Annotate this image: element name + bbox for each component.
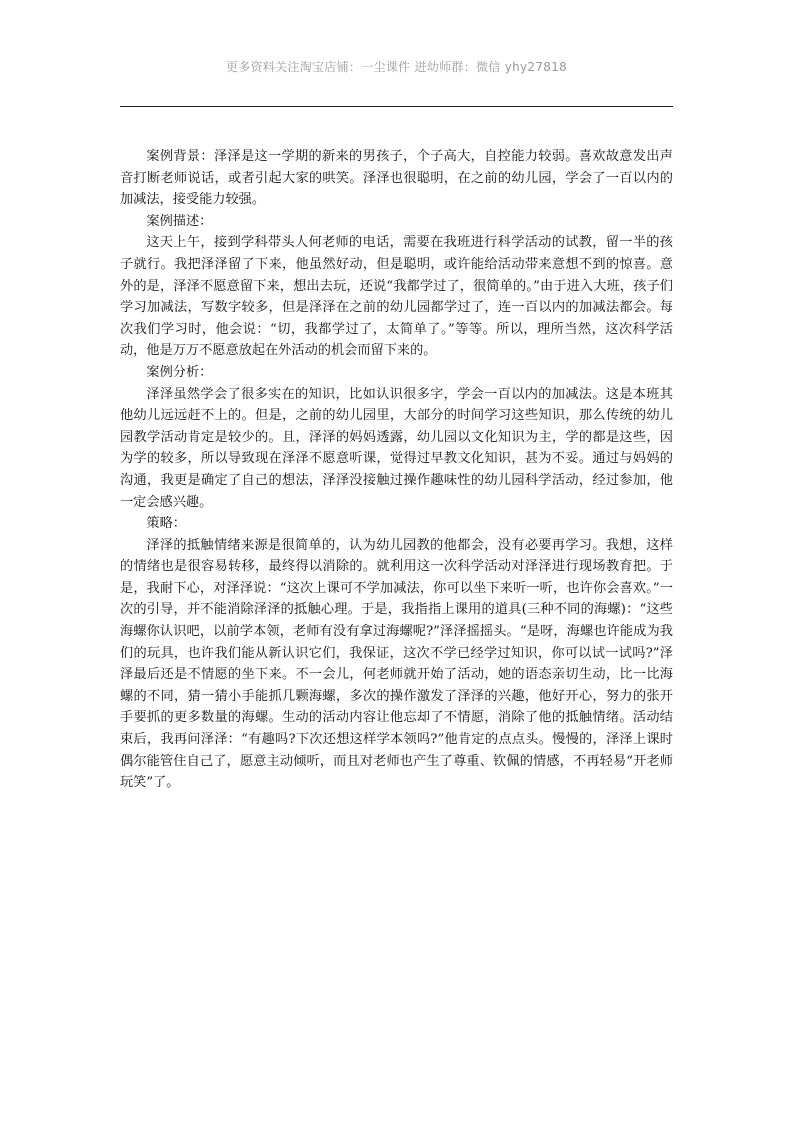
paragraph-background: 案例背景：泽泽是这一学期的新来的男孩子，个子高大，自控能力较弱。喜欢故意发出声音打断老师说话，或者引起大家的哄笑。泽泽也很聪明，在之前的幼儿园，学会了一百以内的加减法，接受能力较强。	[120, 149, 673, 208]
paragraph-description: 这天上午，接到学科带头人何老师的电话，需要在我班进行科学活动的试教，留一半的孩子就行。我把泽泽留了下来，他虽然好动，但是聪明，或许能给活动带来意想不到的惊喜。意外的是，泽泽不愿意留下来，想出去玩，还说“我都学过了，很简单的。”由于进入大班，孩子们学习加减法，写数字较多，但是泽泽在之前的幼儿园都学过了，连一百以内的加减法都会。每次我们学习时，他会说：“切，我都学过了，太简单了。”等等。所以，理所当然，这次科学活动，他是万万不愿意放起在外活动的机会而留下来的。	[120, 235, 673, 359]
document-body	[120, 146, 673, 794]
heading-description: 案例描述：	[146, 213, 213, 229]
page-header: 更多资料关注淘宝店铺：一尘课件 进幼师群：微信 yhy27818	[225, 60, 568, 74]
paragraph-strategy: 泽泽的抵触情绪来源是很简单的，认为幼儿园教的他都会，没有必要再学习。我想，这样的情绪也是很容易转移，最终得以消除的。就利用这一次科学活动对泽泽进行现场教育把。于是，我耐下心，对泽泽说：“这次上课可不学加减法，你可以坐下来听一听，也许你会喜欢。”一次的引导，并不能消除泽泽的抵触心理。于是，我指指上课用的道具(三种不同的海螺)：“这些海螺你认识吧，以前学本领，老师有没有拿过海螺呢?”泽泽摇摇头。“是呀，海螺也许能成为我们的玩具，也许我们能从新认识它们，我保证，这次不学已经学过知识，你可以试一试吗?”泽泽最后还是不情愿的坐下来。不一会儿，何老师就开始了活动，她的语态亲切生动，比一比海螺的不同，猜一猜小手能抓几颗海螺，多次的操作激发了泽泽的兴趣，他好开心，努力的张开手要抓的更多数量的海螺。生动的活动内容让他忘却了不情愿，消除了他的抵触情绪。活动结束后，我再问泽泽：“有趣吗?下次还想这样学本领吗?”他肯定的点点头。慢慢的，泽泽上课时偶尔能管住自己了，愿意主动倾听，而且对老师也产生了尊重、钦佩的情感，不再轻易“开老师玩笑”了。	[120, 537, 673, 791]
header-rule	[120, 106, 673, 107]
heading-analysis: 案例分析：	[146, 364, 213, 380]
heading-strategy: 策略：	[146, 516, 186, 532]
paragraph-analysis: 泽泽虽然学会了很多实在的知识，比如认识很多字，学会一百以内的加减法。这是本班其他幼儿远远赶不上的。但是，之前的幼儿园里，大部分的时间学习这些知识，那么传统的幼儿园教学活动肯定是较少的。且，泽泽的妈妈透露，幼儿园以文化知识为主，学的都是这些，因为学的较多，所以导致现在泽泽不愿意听课，觉得过早教文化知识，甚为不妥。通过与妈妈的沟通，我更是确定了自己的想法，泽泽没接触过操作趣味性的幼儿园科学活动，经过参加，他一定会感兴趣。	[120, 386, 673, 510]
